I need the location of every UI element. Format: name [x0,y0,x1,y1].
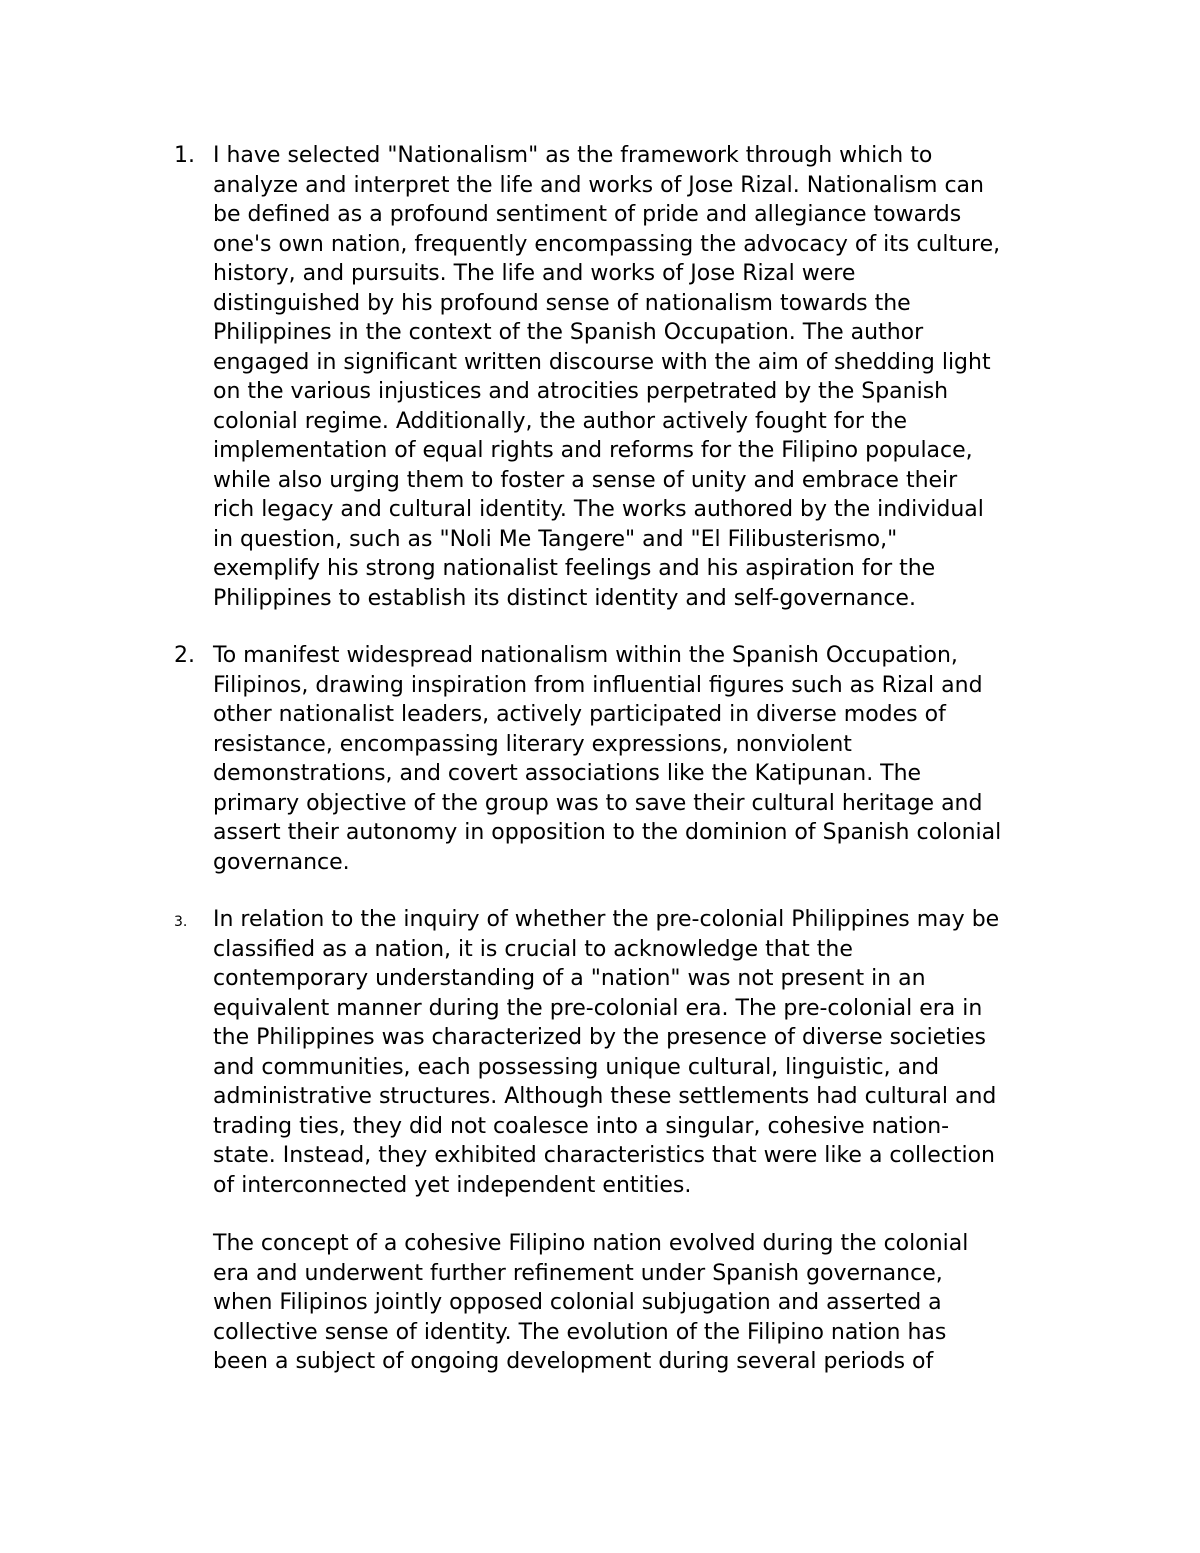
text-line: on the various injustices and atrocities perpetrated by the Spanish [213,379,949,404]
text-line: rich legacy and cultural identity. The works authored by the individual [213,497,984,522]
text-line: To manifest widespread nationalism within the Spanish Occupation, [213,643,958,668]
text-line: trading ties, they did not coalesce into a singular, cohesive nation- [213,1113,950,1139]
text-line: resistance, encompassing literary expressions, nonviolent [213,731,852,757]
text-line: while also urging them to foster a sense of unity and embrace their [213,467,958,493]
text-line: when Filipinos jointly opposed colonial subjugation and asserted a [213,1290,942,1315]
text-line: collective sense of identity. The evolution of the Filipino nation has [213,1319,947,1345]
text-line: distinguished by his profound sense of nationalism towards the [213,290,911,316]
list-number: 2. [174,643,195,668]
text-line: Filipinos, drawing inspiration from influential figures such as Rizal and [213,672,983,698]
text-line: primary objective of the group was to save their cultural heritage and [213,790,983,816]
text-line: era and underwent further refinement under Spanish governance, [213,1260,943,1286]
text-line: In relation to the inquiry of whether the pre-colonial Philippines may be [213,907,1000,932]
text-line: been a subject of ongoing development during several periods of [213,1349,934,1374]
text-line: colonial regime. Additionally, the author actively fought for the [213,408,908,434]
text-line: analyze and interpret the life and works of Jose Rizal. Nationalism can [213,172,984,198]
paragraph [213,141,1083,613]
text-line: engaged in significant written discourse with the aim of shedding light [213,349,991,375]
paragraph [213,905,1083,1200]
text-line: the Philippines was characterized by the presence of diverse societies [213,1025,987,1050]
text-line: other nationalist leaders, actively participated in diverse modes of [213,702,946,727]
text-line: exemplify his strong nationalist feelings and his aspiration for the [213,556,936,581]
text-line: administrative structures. Although these settlements had cultural and [213,1084,997,1109]
text-line: contemporary understanding of a "nation" was not present in an [213,966,926,991]
text-line: classified as a nation, it is crucial to acknowledge that the [213,936,853,962]
text-line: implementation of equal rights and reforms for the Filipino populace, [213,438,973,463]
text-line: of interconnected yet independent entities. [213,1172,692,1198]
text-line: governance. [213,849,350,875]
text-line: equivalent manner during the pre-colonial era. The pre-colonial era in [213,995,983,1021]
text-line: Philippines to establish its distinct identity and self-governance. [213,585,916,611]
text-line: one's own nation, frequently encompassing the advocacy of its culture, [213,231,1001,257]
paragraph [213,1229,1083,1377]
list-number: 1. [174,143,195,168]
paragraph [213,641,1083,877]
text-line: demonstrations, and covert associations like the Katipunan. The [213,761,922,786]
text-line: The concept of a cohesive Filipino nation evolved during the colonial [213,1231,969,1256]
text-line: history, and pursuits. The life and works of Jose Rizal were [213,261,856,286]
text-line: assert their autonomy in opposition to the dominion of Spanish colonial [213,820,1002,845]
text-line: in question, such as "Noli Me Tangere" and "El Filibusterismo," [213,526,898,552]
text-line: state. Instead, they exhibited characteristics that were like a collection [213,1143,995,1168]
text-line: and communities, each possessing unique cultural, linguistic, and [213,1054,940,1080]
list-number: 3. [174,914,188,930]
text-line: Philippines in the context of the Spanish Occupation. The author [213,320,924,345]
text-line: be defined as a profound sentiment of pride and allegiance towards [213,202,962,227]
text-line: I have selected "Nationalism" as the framework through which to [213,143,933,168]
